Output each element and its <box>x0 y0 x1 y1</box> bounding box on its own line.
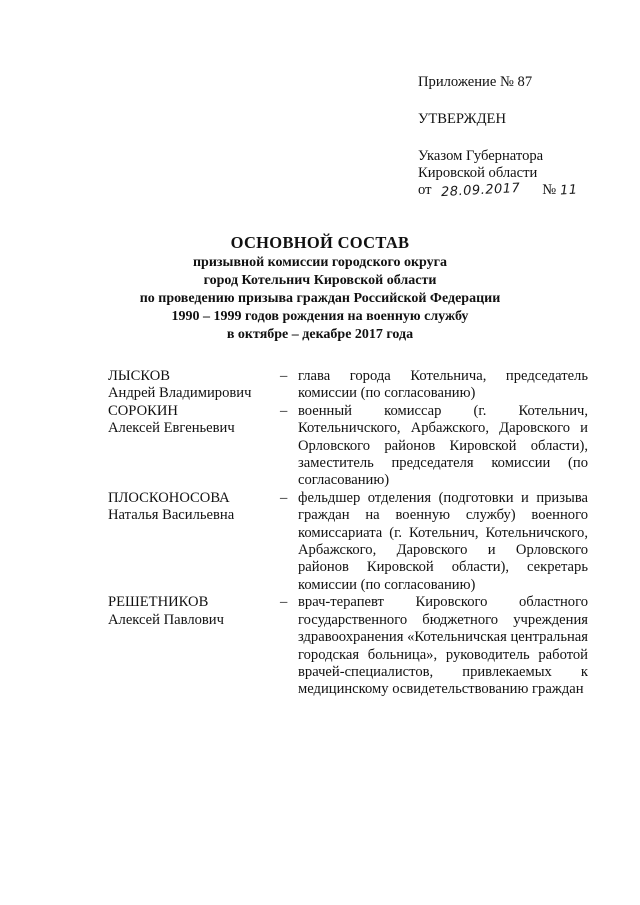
member-name <box>108 490 280 594</box>
member-surname: РЕШЕТНИКОВ <box>108 594 209 611</box>
date-prefix: от <box>418 182 432 198</box>
member-dash: – <box>280 402 288 419</box>
member-dash: – <box>280 594 288 611</box>
heading-line: по проведению призыва граждан Российской Федерации <box>139 291 501 306</box>
decree-line-2: Кировской области <box>418 165 538 181</box>
heading-line: призывной комиссии городского округа <box>192 255 448 270</box>
member-dash: – <box>280 489 288 506</box>
member-entry <box>108 594 588 698</box>
heading-line: в октябре – декабре 2017 года <box>226 327 414 342</box>
member-role: глава города Котельнича, председатель комиссии (по согласованию) <box>298 368 588 402</box>
number-prefix: № <box>542 182 557 198</box>
member-surname: СОРОКИН <box>108 402 178 419</box>
approval-block <box>418 74 618 199</box>
handwritten-date: 28.09.2017 <box>440 180 521 201</box>
members-list <box>108 368 588 699</box>
member-name <box>108 594 280 698</box>
member-role: врач-терапевт Кировского областного государственного бюджетного учреждения здравоохранения «Котельничская центральная городская больница», руководитель работой врачей-специалистов, привлекаемых к медицинскому освидетельствованию граждан <box>298 594 588 698</box>
heading-line: 1990 – 1999 годов рождения на военную службу <box>171 309 469 324</box>
heading-line: город Котельнич Кировской области <box>203 273 437 288</box>
member-surname: ПЛОСКОНОСОВА <box>108 489 230 506</box>
member-entry <box>108 368 588 403</box>
decree-line-1: Указом Губернатора <box>418 148 544 164</box>
member-surname: ЛЫСКОВ <box>108 368 171 384</box>
member-entry <box>108 403 588 490</box>
member-name <box>108 368 280 403</box>
member-dash: – <box>280 368 288 384</box>
member-given-name: Наталья Васильевна <box>108 507 235 524</box>
member-role: фельдшер отделения (подготовки и призыва граждан на военную службу) военного комиссариата (г. Котельнич, Котельничского, Арбажского, Даровского и Орловского районов Кировской области), секретарь комиссии (по согласованию) <box>298 489 588 593</box>
member-given-name: Алексей Евгеньевич <box>108 420 235 437</box>
appendix-number: Приложение № 87 <box>418 74 533 90</box>
member-given-name: Алексей Павлович <box>108 611 224 628</box>
member-entry <box>108 490 588 594</box>
member-given-name: Андрей Владимирович <box>108 385 252 402</box>
approved-label: УТВЕРЖДЕН <box>418 111 506 127</box>
document-title: ОСНОВНОЙ СОСТАВ <box>230 233 410 252</box>
handwritten-number: 11 <box>559 182 578 199</box>
member-role: военный комиссар (г. Котельнич, Котельничского, Арбажского, Даровского и Орловского районов Кировской области), заместитель председателя комиссии (по согласованию) <box>298 402 588 489</box>
decree-date-line <box>418 182 618 199</box>
member-name <box>108 403 280 490</box>
document-heading <box>0 232 640 344</box>
